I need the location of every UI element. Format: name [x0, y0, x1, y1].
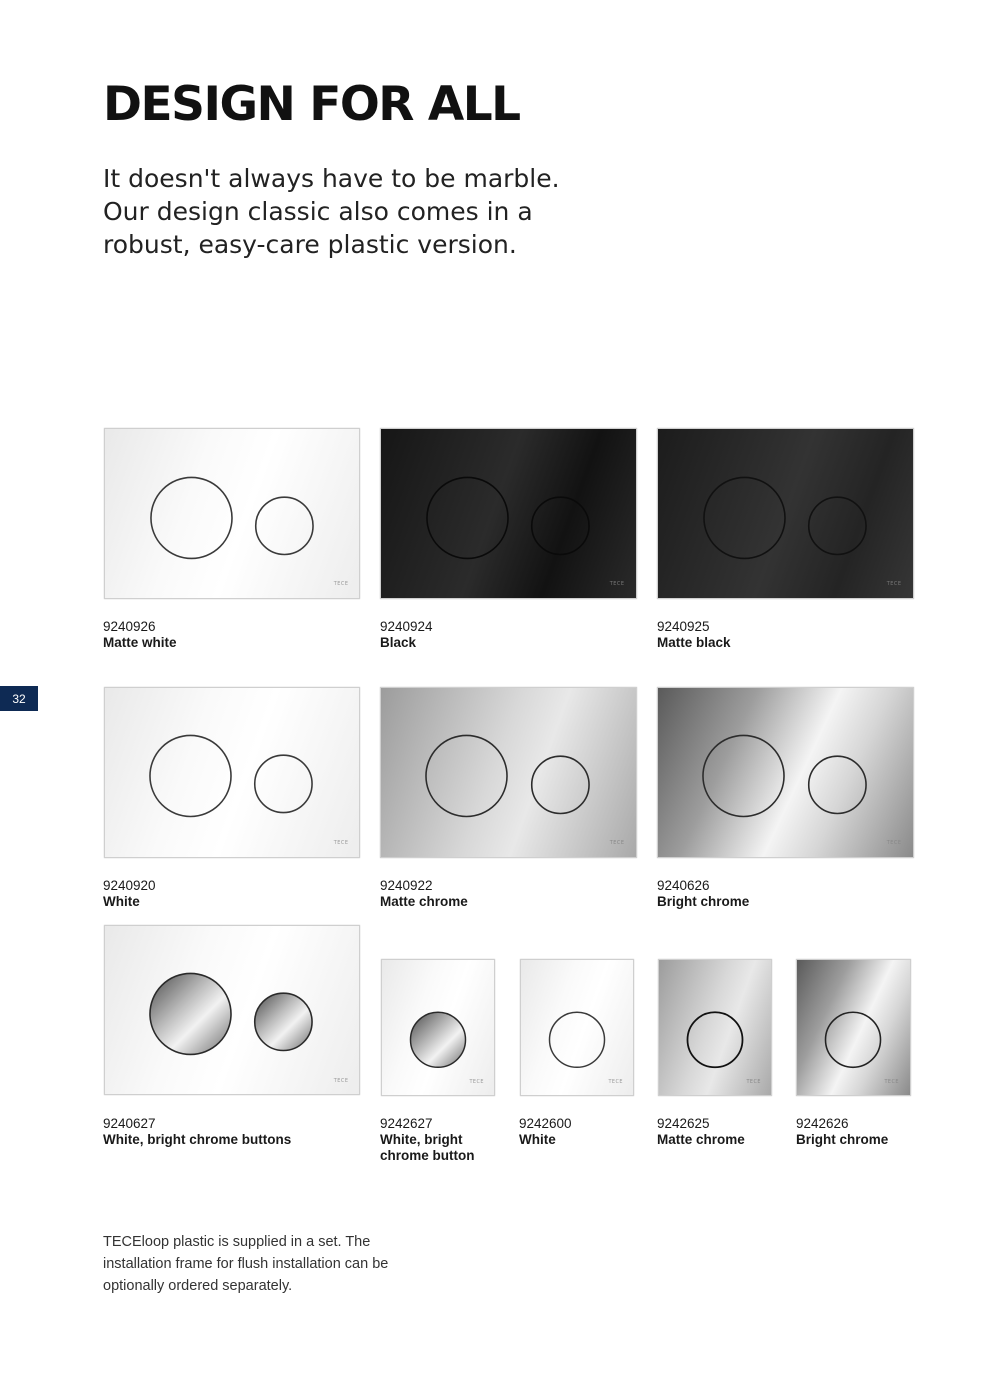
brand-mark: TECE — [609, 581, 625, 588]
product-name: White, bright chrome button — [380, 1132, 475, 1163]
product-code: 9240920 — [103, 878, 156, 893]
product-image-square-white-chrome — [381, 959, 495, 1096]
brand-mark: TECE — [469, 1079, 485, 1086]
product-image-white-chrome-buttons — [104, 925, 360, 1095]
brand-mark: TECE — [886, 581, 902, 588]
brand-mark: TECE — [609, 840, 625, 847]
product-name: Bright chrome — [796, 1132, 889, 1147]
page-number-tab: 32 — [0, 686, 38, 711]
product-caption — [519, 1116, 644, 1148]
product-image-matte-black — [657, 428, 914, 599]
product-code: 9240924 — [380, 619, 433, 634]
product-caption — [657, 619, 917, 651]
product-caption — [380, 619, 640, 651]
brand-mark: TECE — [333, 840, 349, 847]
product-code: 9242626 — [796, 1116, 849, 1131]
product-image-white — [104, 687, 360, 858]
product-caption — [380, 878, 640, 910]
product-code: 9242600 — [519, 1116, 572, 1131]
product-image-square-white — [520, 959, 634, 1096]
product-caption — [103, 1116, 363, 1148]
product-name: Matte white — [103, 635, 177, 650]
brand-mark: TECE — [608, 1079, 624, 1086]
brand-mark: TECE — [884, 1079, 900, 1086]
product-name: Bright chrome — [657, 894, 750, 909]
product-code: 9240926 — [103, 619, 156, 634]
product-name: Matte chrome — [657, 1132, 745, 1147]
brand-mark: TECE — [333, 1078, 349, 1085]
brand-mark: TECE — [746, 1079, 762, 1086]
product-image-matte-white — [104, 428, 360, 599]
product-image-square-bright-chrome — [796, 959, 911, 1096]
product-name: Black — [380, 635, 417, 650]
product-caption — [103, 619, 363, 651]
product-name: White — [103, 894, 140, 909]
product-caption — [380, 1116, 505, 1164]
product-code: 9240922 — [380, 878, 433, 893]
product-caption — [103, 878, 363, 910]
product-caption — [657, 1116, 782, 1148]
product-code: 9240925 — [657, 619, 710, 634]
product-name: Matte black — [657, 635, 731, 650]
product-image-square-matte-chrome — [658, 959, 772, 1096]
product-image-black — [380, 428, 637, 599]
product-name: White — [519, 1132, 556, 1147]
footnote-text: TECEloop plastic is supplied in a set. The installation frame for flush installation can be optionally ordered separately. — [103, 1234, 389, 1294]
product-name: White, bright chrome buttons — [103, 1132, 292, 1147]
product-image-matte-chrome — [380, 687, 637, 858]
intro-text: It doesn't always have to be marble. Our design classic also comes in a robust, easy-care plastic version. — [103, 164, 560, 259]
brand-mark: TECE — [333, 581, 349, 588]
brand-mark: TECE — [886, 840, 902, 847]
page-title: DESIGN FOR ALL — [103, 77, 520, 132]
product-code: 9240626 — [657, 878, 710, 893]
product-caption — [657, 878, 917, 910]
product-caption — [796, 1116, 921, 1148]
product-code: 9240627 — [103, 1116, 156, 1131]
product-code: 9242627 — [380, 1116, 433, 1131]
product-name: Matte chrome — [380, 894, 468, 909]
product-image-bright-chrome — [657, 687, 914, 858]
product-code: 9242625 — [657, 1116, 710, 1131]
